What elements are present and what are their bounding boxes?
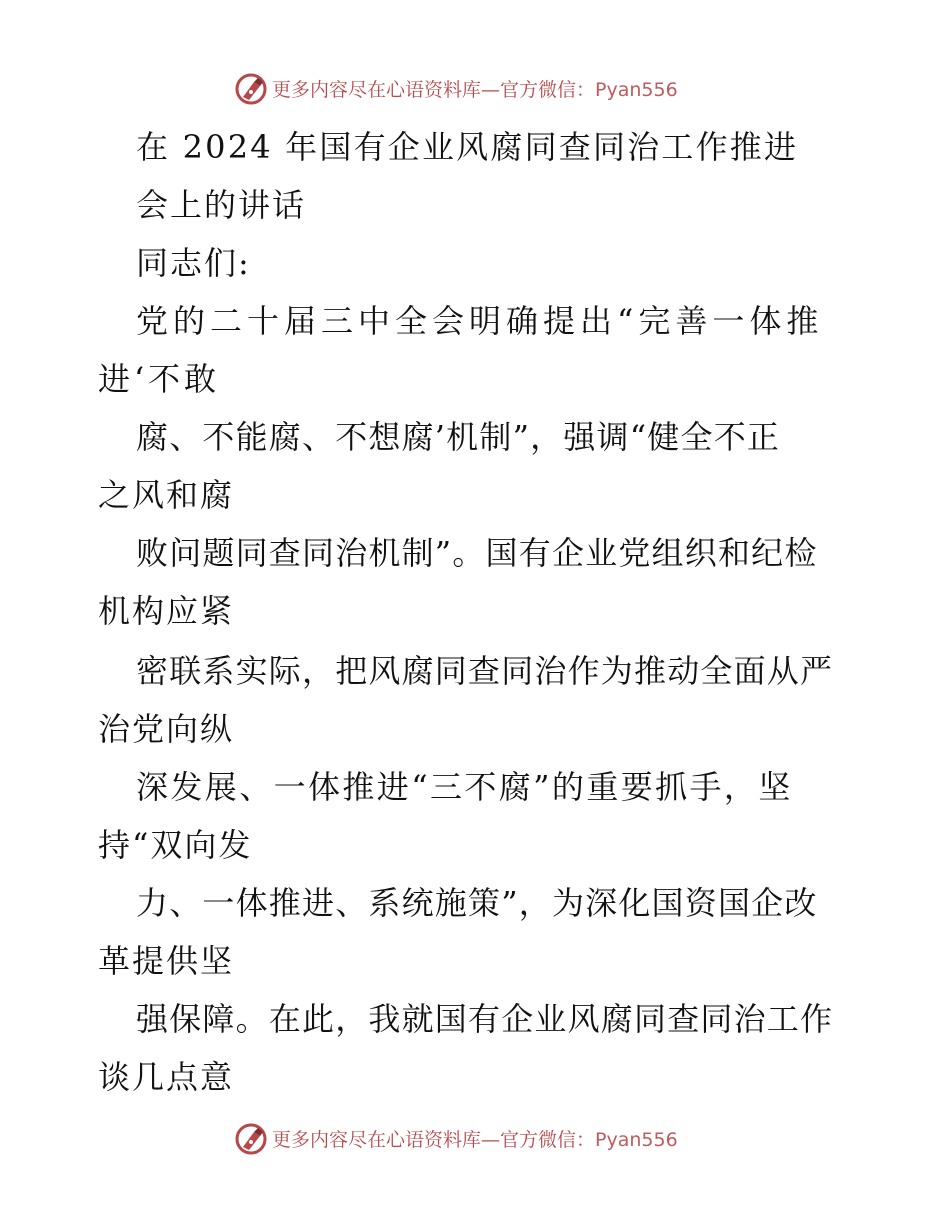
title-line-1: 在 2024 年国有企业风腐同查同治工作推进 bbox=[136, 128, 799, 166]
watermark-text bbox=[272, 1126, 678, 1154]
body-line: 谈几点意 bbox=[98, 1058, 235, 1096]
body-line: 机构应紧 bbox=[98, 592, 235, 630]
body-line: 深发展、一体推进“三不腐”的重要抓手，坚 bbox=[136, 768, 793, 806]
watermark-text bbox=[272, 76, 678, 104]
header-watermark-banner bbox=[0, 70, 950, 110]
body-line: 腐、不能腐、不想腐’机制”，强调“健全不正 bbox=[136, 418, 781, 456]
body-line: 败问题同查同治机制”。国有企业党组织和纪检 bbox=[136, 534, 818, 572]
watermark-label: 更多内容尽在心语资料库—官方微信： bbox=[272, 79, 596, 101]
body-line: 党的二十届三中全会明确提出“完善一体推 bbox=[136, 302, 824, 340]
watermark-label: 更多内容尽在心语资料库—官方微信： bbox=[272, 1129, 596, 1151]
body-line: 密联系实际，把风腐同查同治作为推动全面从严 bbox=[136, 652, 834, 690]
body-line: 强保障。在此，我就国有企业风腐同查同治工作 bbox=[136, 1000, 834, 1038]
wechat-id: Pyan556 bbox=[595, 79, 678, 101]
title-line-2: 会上的讲话 bbox=[136, 186, 307, 224]
salutation: 同志们: bbox=[136, 244, 251, 282]
footer-watermark-banner bbox=[0, 1120, 950, 1160]
pen-nib-logo-icon bbox=[234, 72, 268, 106]
pen-nib-logo-icon bbox=[234, 1122, 268, 1156]
wechat-id: Pyan556 bbox=[595, 1129, 678, 1151]
body-line: 治党向纵 bbox=[98, 710, 235, 748]
body-line: 进‘不敢 bbox=[98, 360, 221, 398]
body-line: 之风和腐 bbox=[98, 476, 235, 514]
body-line: 持“双向发 bbox=[98, 826, 253, 864]
body-line: 革提供坚 bbox=[98, 942, 235, 980]
body-line: 力、一体推进、系统施策”，为深化国资国企改 bbox=[136, 884, 818, 922]
